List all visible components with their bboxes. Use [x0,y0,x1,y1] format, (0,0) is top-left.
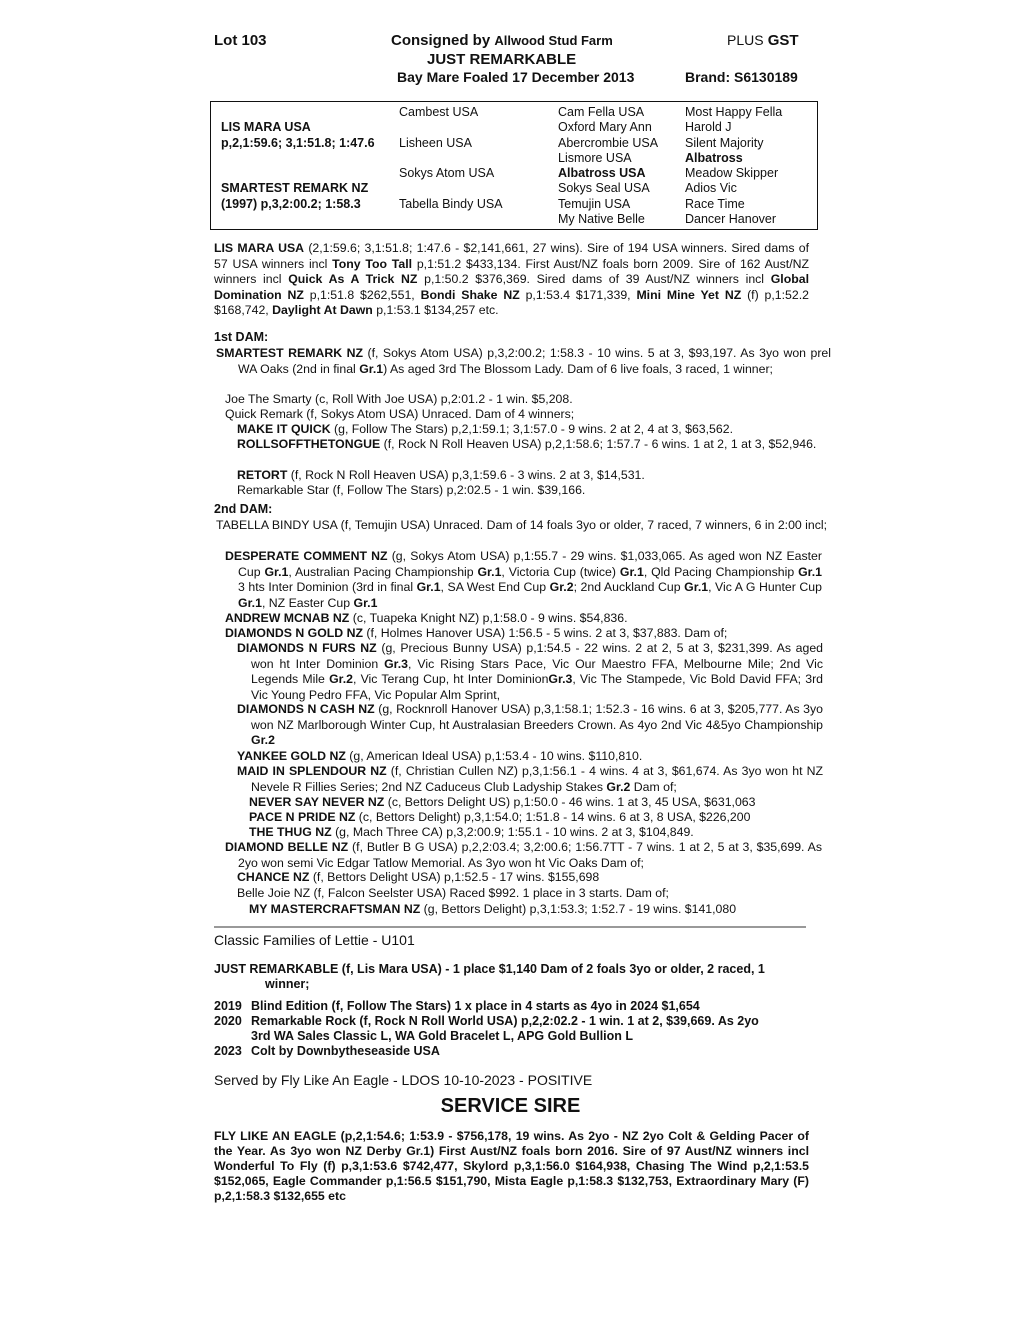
third-generation-offspring: PACE N PRIDE NZ (c, Bettors Delight) p,3,1:54.0; 1:51.8 - 14 wins. 6 at 3, 8 USA, $226,200 [249,810,751,824]
plus-label: PLUS [727,32,764,48]
pedigree-g4: Albatross [685,151,743,165]
first-dam-granddam-offspring: MAKE IT QUICK (g, Follow The Stars) p,2,1:59.1; 3,1:57.0 - 9 wins. 2 at 2, 4 at 3, $63,562. [237,422,733,436]
horse-name: JUST REMARKABLE [427,51,577,68]
produce-intro-cont: winner; [265,977,310,991]
pedigree-g3: Temujin USA [558,197,631,211]
second-dam-grand-offspring: YANKEE GOLD NZ (g, American Ideal USA) p,1:53.4 - 10 wins. $110,810. [237,749,643,763]
pedigree-g3: My Native Belle [558,212,645,226]
service-sire-heading: SERVICE SIRE [440,1095,581,1117]
second-dam-heading: 2nd DAM: [214,502,273,516]
pedigree-g3: Abercrombie USA [558,136,659,150]
gst-label [727,32,799,49]
consigned-label: Consigned by [391,32,491,49]
sire-summary-name: LIS MARA USA [214,241,305,255]
brand: Brand: S6130189 [685,69,798,85]
second-dam-grand-offspring: DIAMONDS N FURS NZ (g, Precious Bunny USA) p,1:54.5 - 22 wins. 2 at 2, 5 at 3, $231,399. As aged won ht Inter Dominion Gr.3, Vic Rising Stars Pace, Vic Our Maestro FFA, Melbourne Mile; 2nd Vic Legends Mile Gr.2, Vic Terang Cup, ht Inter DominionGr.3, Vic The Stampede, Vic Bold David FFA; 3rd Vic Young Pedro FFA, Vic Popular Alm Sprint, [237,641,824,702]
pedigree-g4: Most Happy Fella [685,105,783,119]
pedigree-sire-record: p,2,1:59.6; 3,1:51.8; 1:47.6 [221,136,375,150]
pedigree-g4: Meadow Skipper [685,166,779,180]
pedigree-g4: Dancer Hanover [685,212,777,226]
second-dam-grand-offspring: CHANCE NZ (f, Bettors Delight USA) p,1:52.5 - 17 wins. $155,698 [237,870,600,884]
first-dam-offspring: Joe The Smarty (c, Roll With Joe USA) p,2:01.2 - 1 win. $5,208. [225,392,573,406]
second-dam-offspring: ANDREW MCNAB NZ (c, Tuapeka Knight NZ) p,1:58.0 - 9 wins. $54,836. [225,611,628,625]
second-dam-offspring: DIAMONDS N GOLD NZ (f, Holmes Hanover USA) 1:56.5 - 5 wins. 2 at 3, $37,883. Dam of; [225,626,728,640]
third-generation-offspring: MY MASTERCRAFTSMAN NZ (g, Bettors Delight) p,3,1:53.3; 1:52.7 - 19 wins. $141,080 [249,902,737,916]
pedigree-g4: Race Time [685,197,745,211]
first-dam-heading: 1st DAM: [214,330,269,344]
sire-summary: LIS MARA USA (2,1:59.6; 3,1:51.8; 1:47.6 - $2,141,661, 27 wins). Sire of 194 USA winners. Sired dams of 57 USA winners incl Tony Too Tall p,1:51.2 $433,134. First Aust/NZ foals born 2009. Sire of 162 Aust/NZ winners incl Quick As A Trick NZ p,1:50.2 $376,369. Sired dams of 39 Aust/NZ winners incl Global Domination NZ p,1:51.8 $262,551, Bondi Shake NZ p,1:53.4 $171,339, Mini Mine Yet NZ (f) p,1:52.2 $168,742, Daylight At Dawn p,1:53.1 $134,257 etc. [214,241,809,317]
horse-description: Bay Mare Foaled 17 December 2013 [397,69,635,85]
second-dam-offspring: DIAMOND BELLE NZ (f, Butler B G USA) p,2,2:03.4; 3,2:00.6; 1:56.7TT - 7 wins. 1 at 2, 5 at 3, $35,699. As 2yo won semi Vic Edgar Tatlow Memorial. As 3yo won ht Vic Oaks Dam of; [225,840,823,870]
section-divider [214,926,806,928]
produce-row: 2020 Remarkable Rock (f, Rock N Roll World USA) p,2,2:02.2 - 1 win. 1 at 2, $39,669. As 2yo [214,1014,759,1028]
pedigree-g2: Tabella Bindy USA [399,197,503,211]
pedigree-g3: Cam Fella USA [558,105,645,119]
consignor-line [391,32,613,49]
produce-row: 2023 Colt by Downbytheseaside USA [214,1044,440,1058]
family-line: Classic Families of Lettie - U101 [214,932,415,948]
second-dam-grand-offspring: DIAMONDS N CASH NZ (g, Rocknroll Hanover USA) p,3,1:58.1; 1:52.3 - 16 wins. 6 at 3, $205,777. As 3yo won NZ Marlborough Winter Cup, ht Australasian Breeders Crown. As 4yo 2nd Vic 4&5yo Championship Gr.2 [237,702,823,747]
pedigree-g3: Lismore USA [558,151,632,165]
pedigree-dam-record: (1997) p,3,2:00.2; 1:58.3 [221,197,361,211]
pedigree-g4: Adios Vic [685,181,737,195]
first-dam-entry: SMARTEST REMARK NZ (f, Sokys Atom USA) p,3,2:00.2; 1:58.3 - 10 wins. 5 at 3, $93,197. As 3yo won prel WA Oaks (2nd in final Gr.1) As aged 3rd The Blossom Lady. Dam of 6 live foals, 3 raced, 1 winner; [216,346,831,376]
pedigree-table [210,101,818,230]
first-dam-granddam-offspring: RETORT (f, Rock N Roll Heaven USA) p,3,1:59.6 - 3 wins. 2 at 3, $14,531. [237,468,645,482]
gst-text: GST [767,32,799,49]
pedigree-g4: Harold J [685,120,732,134]
produce-row-cont: 3rd WA Sales Classic L, WA Gold Bracelet L, APG Gold Bullion L [251,1029,634,1043]
pedigree-dam: SMARTEST REMARK NZ [221,181,369,195]
third-generation-offspring: NEVER SAY NEVER NZ (c, Bettors Delight US) p,1:50.0 - 46 wins. 1 at 3, 45 USA, $631,063 [249,795,756,809]
pedigree-g4: Silent Majority [685,136,764,150]
pedigree-sire: LIS MARA USA [221,120,311,134]
third-generation-offspring: THE THUG NZ (g, Mach Three CA) p,3,2:00.9; 1:55.1 - 10 wins. 2 at 3, $104,849. [249,825,694,839]
second-dam-grand-offspring: MAID IN SPLENDOUR NZ (f, Christian Cullen NZ) p,3,1:56.1 - 4 wins. 4 at 3, $61,674. As 3yo won ht NZ Nevele R Fillies Series; 2nd NZ Caduceus Club Ladyship Stakes Gr.2 Dam of; [237,764,823,794]
first-dam-offspring: Quick Remark (f, Sokys Atom USA) Unraced. Dam of 4 winners; [225,407,575,421]
second-dam-grand-offspring: Belle Joie NZ (f, Falcon Seelster USA) Raced $992. 1 place in 3 starts. Dam of; [237,886,669,900]
served-by-line: Served by Fly Like An Eagle - LDOS 10-10-2023 - POSITIVE [214,1072,593,1088]
service-sire-text: FLY LIKE AN EAGLE (p,2,1:54.6; 1:53.9 - $756,178, 19 wins. As 2yo - NZ 2yo Colt & Gelding Pacer of the Year. As 3yo won NZ Derby Gr.1) First Aust/NZ foals born 2016. Sire of 97 Aust/NZ winners incl Wonderful To Fly (f) p,3,1:53.6 $742,477, Skylord p,3,1:56.0 $164,938, Chasing The Wind p,2,1:53.5 $152,065, Eagle Commander p,1:56.5 $151,790, Mista Eagle p,1:58.3 $132,753, Extraordinary Mary (F) p,2,1:58.3 $132,655 etc [214,1129,809,1203]
consignor-name: Allwood Stud Farm [494,33,613,48]
pedigree-g3: Sokys Seal USA [558,181,650,195]
lot-number: Lot 103 [214,32,267,49]
second-dam-intro: TABELLA BINDY USA (f, Temujin USA) Unraced. Dam of 14 foals 3yo or older, 7 raced, 7 winners, 6 in 2:00 incl; [216,518,828,532]
second-dam-offspring: DESPERATE COMMENT NZ (g, Sokys Atom USA) p,1:55.7 - 29 wins. $1,033,065. As aged won NZ Easter Cup Gr.1, Australian Pacing Championship Gr.1, Victoria Cup (twice) Gr.1, Qld Pacing Championship Gr.1 3 hts Inter Dominion (3rd in final Gr.1, SA West End Cup Gr.2; 2nd Auckland Cup Gr.1, Vic A G Hunter Cup Gr.1, NZ Easter Cup Gr.1 [225,549,822,610]
produce-row: 2019 Blind Edition (f, Follow The Stars) 1 x place in 4 starts as 4yo in 2024 $1,654 [214,999,700,1013]
pedigree-g2: Cambest USA [399,105,479,119]
produce-intro: JUST REMARKABLE (f, Lis Mara USA) - 1 place $1,140 Dam of 2 foals 3yo or older, 2 raced, 1 [214,962,765,976]
pedigree-g3: Oxford Mary Ann [558,120,652,134]
pedigree-g2: Lisheen USA [399,136,472,150]
pedigree-g3: Albatross USA [558,166,646,180]
first-dam-granddam-offspring: Remarkable Star (f, Follow The Stars) p,2:02.5 - 1 win. $39,166. [237,483,586,497]
pedigree-g2: Sokys Atom USA [399,166,495,180]
first-dam-granddam-offspring: ROLLSOFFTHETONGUE (f, Rock N Roll Heaven USA) p,2,1:58.6; 1:57.7 - 6 wins. 1 at 2, 1 at 3, $52,946. [237,437,817,451]
